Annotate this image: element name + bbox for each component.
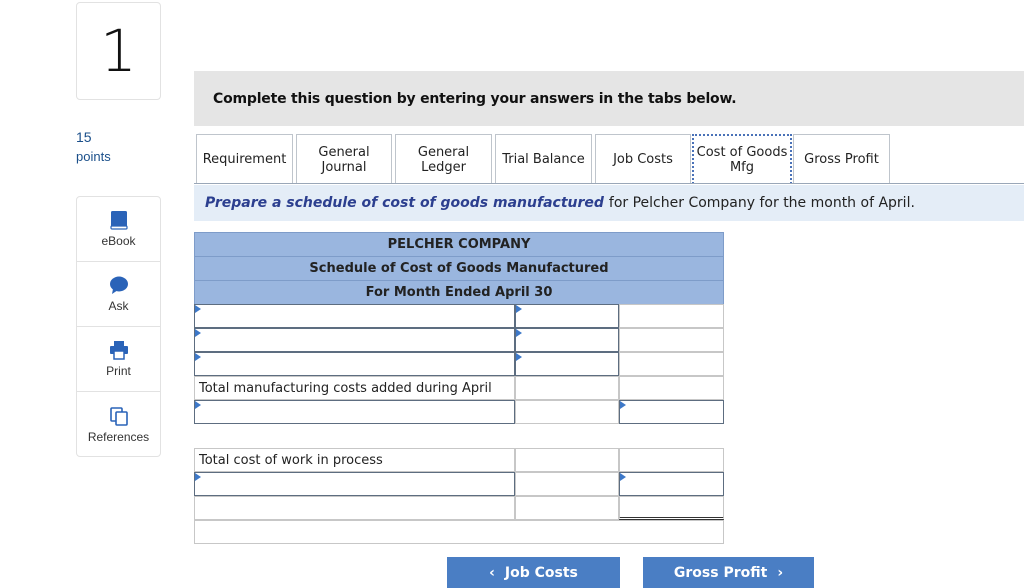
company-name: PELCHER COMPANY (194, 232, 724, 256)
table-row (194, 520, 724, 544)
amount-input[interactable] (515, 328, 619, 352)
total-cell (619, 352, 724, 376)
account-select[interactable] (194, 304, 515, 328)
table-row (194, 400, 724, 424)
ebook-button[interactable] (77, 197, 160, 262)
schedule-title: Schedule of Cost of Goods Manufactured (194, 256, 724, 280)
references-button[interactable] (77, 392, 160, 457)
tab-cost-of-goods-mfg[interactable] (692, 134, 792, 184)
instruction-emphasis: Prepare a schedule of cost of goods manufactured (205, 195, 604, 211)
tab-job-costs[interactable] (595, 134, 691, 184)
total-input[interactable] (619, 472, 724, 496)
chevron-right-icon: › (777, 564, 784, 581)
tab-label: Trial Balance (502, 152, 585, 167)
banner-text: Complete this question by entering your answers in the tabs below. (213, 90, 737, 107)
total-cell (619, 376, 724, 400)
tabs-baseline (194, 183, 1024, 184)
table-row (194, 448, 724, 472)
tab-label: Cost of Goods (696, 145, 788, 160)
chat-bubble-icon (109, 275, 129, 295)
tab-requirement[interactable] (196, 134, 293, 184)
ask-button[interactable] (77, 262, 160, 327)
final-total-cell[interactable] (619, 496, 724, 520)
tab-label: General (318, 144, 370, 160)
amount-cell (515, 448, 619, 472)
amount-cell (515, 376, 619, 400)
tab-general-ledger[interactable] (395, 134, 492, 184)
total-input[interactable] (619, 400, 724, 424)
schedule-table (194, 232, 724, 468)
table-row (194, 352, 724, 376)
account-select[interactable] (194, 472, 515, 496)
tab-label-line2: Journal (321, 159, 367, 175)
documents-icon (109, 406, 129, 426)
total-wip-label: Total cost of work in process (199, 453, 383, 468)
print-button[interactable] (77, 327, 160, 392)
tab-trial-balance[interactable] (495, 134, 592, 184)
tab-label: General (417, 144, 470, 160)
table-row (194, 328, 724, 352)
table-row (194, 376, 724, 400)
instructions-banner (194, 71, 1024, 126)
table-row (194, 304, 724, 328)
tab-label-line2: Mfg (729, 160, 755, 175)
amount-input[interactable] (515, 304, 619, 328)
table-row (194, 496, 724, 520)
instruction-bar (194, 185, 1024, 221)
prev-tab-button[interactable] (447, 557, 620, 588)
table-row (194, 472, 724, 496)
total-cell (619, 328, 724, 352)
tab-label: Job Costs (613, 152, 673, 167)
total-cell (619, 304, 724, 328)
question-number: 1 (76, 2, 161, 100)
account-select[interactable] (194, 400, 515, 424)
points-label: points (76, 149, 111, 164)
tab-gross-profit[interactable] (793, 134, 890, 184)
instruction-text: for Pelcher Company for the month of April. (608, 195, 915, 211)
account-cell (194, 496, 515, 520)
print-label: Print (106, 364, 131, 378)
total-mfg-label-cell (194, 376, 515, 400)
account-select[interactable] (194, 328, 515, 352)
references-label: References (87, 429, 150, 444)
ebook-label: eBook (101, 234, 136, 248)
tool-panel (76, 196, 161, 457)
ask-label: Ask (108, 299, 129, 313)
next-tab-button[interactable] (643, 557, 814, 588)
table-footer-row (194, 520, 724, 544)
next-tab-label: Gross Profit (673, 564, 768, 581)
total-mfg-label: Total manufacturing costs added during April (199, 381, 492, 396)
amount-cell (515, 496, 619, 520)
tab-label-line2: Ledger (421, 159, 466, 175)
book-icon (110, 210, 128, 230)
tab-label: Requirement (202, 152, 287, 167)
total-cell (619, 448, 724, 472)
account-select[interactable] (194, 352, 515, 376)
amount-input[interactable] (515, 352, 619, 376)
prev-tab-label: Job Costs (504, 564, 578, 581)
amount-cell (515, 472, 619, 496)
total-wip-label-cell (194, 448, 515, 472)
tab-label: Gross Profit (804, 152, 879, 167)
amount-cell (515, 400, 619, 424)
tab-general-journal[interactable] (296, 134, 392, 184)
schedule-period: For Month Ended April 30 (194, 280, 724, 304)
points-value: 15 (76, 129, 92, 145)
chevron-left-icon: ‹ (489, 564, 495, 581)
printer-icon (109, 340, 129, 360)
